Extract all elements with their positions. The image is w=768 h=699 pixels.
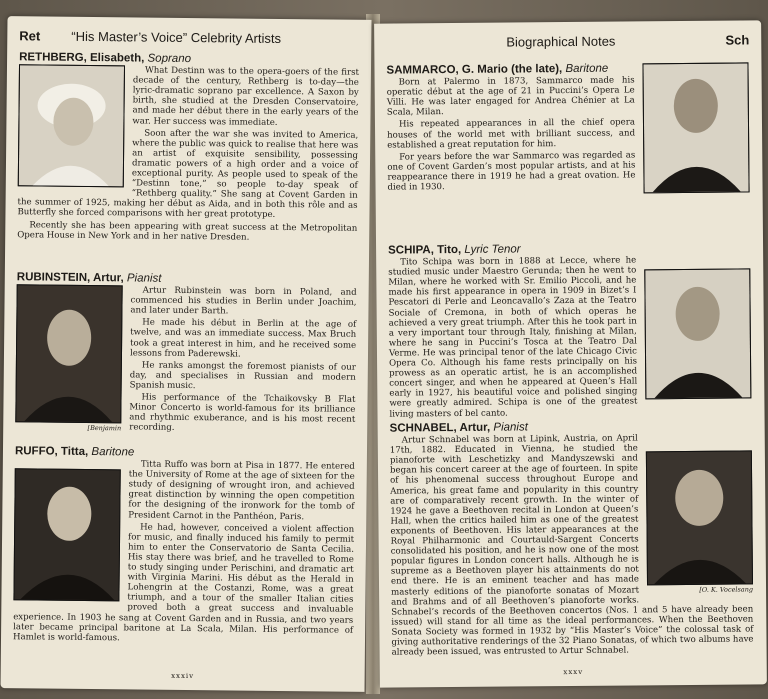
entry-heading	[15, 446, 355, 460]
portrait-photo	[642, 62, 749, 193]
artist-role: Baritone	[565, 62, 609, 76]
left-page	[0, 16, 371, 692]
entry-paragraph: Soon after the war she was invited to America, where the public was quick to realise that here was an artist of exquisite sensibility, possessing dramatic powers of a high order and a voice of exceptional purity. As people used to speak of the “Destinn tone,” so people to-day speak of “Rethberg quality.” She sang at Covent Garden in the summer of 1925, making her début as Aida, and in both this rôle and as Butterfly she forced comparisons with her great prototype.	[17, 128, 359, 221]
artist-role: Pianist	[493, 421, 528, 434]
entry-paragraph: He had, however, conceived a violent affection for music, and finally induced his family to permit him to enter the Conservatorio de Santa Cecilia. His stay there was brief, and he travelled to Rome to study singing under Perischini, and dramatic art with Virginia Marini. His début as the Herald in Lohengrin at the Costanzi, Rome, was a great triumph, and a tour of the smaller Italian cities proved both a great success and invaluable experience. In 1903 he sang at Covent Garden and in Russia, and two years later became principal baritone at La Scala, Milan. His performance of Hamlet is world-famous.	[12, 522, 355, 644]
portrait-photo	[646, 451, 753, 586]
photo-credit: [O. K. Vocelsang	[699, 585, 754, 594]
artist-role: Soprano	[147, 52, 192, 66]
entry-paragraph: His repeated appearances in all the chief opera houses of the world met with brilliant success, and established a great reputation for him.	[387, 117, 636, 151]
artist-entry-schnabel	[390, 420, 754, 659]
entry-heading	[388, 242, 750, 255]
running-head-tag: Sch	[725, 32, 750, 48]
portrait-photo	[15, 284, 122, 423]
running-head-tag: Ret	[19, 28, 41, 44]
entry-heading	[17, 272, 357, 286]
entry-paragraph: His performance of the Tchaikovsky B Flat Minor Concerto is world-famous for its brilliance and rhythmic exuberance, and is his most recent recording.	[129, 392, 356, 434]
photo-credit: [Benjamin	[87, 424, 122, 433]
portrait-photo	[13, 468, 120, 601]
entry-paragraph: Titta Ruffo was born at Pisa in 1877. He entered the University of Rome at the age of sixteen for the study of designing of wrought iron, and achieved great distinction by winning the open competition for the designing of the ironwork for the tomb of President Carnot in the Panthéon, Paris.	[128, 459, 355, 522]
artist-role: Lyric Tenor	[464, 243, 521, 256]
page-number: xxxv	[563, 667, 584, 677]
running-head-title: “His Master’s Voice” Celebrity Artists	[71, 28, 282, 46]
running-head-title: Biographical Notes	[506, 33, 616, 50]
entry-paragraph: Tito Schipa was born in 1888 at Lecce, where he studied music under Maestro Gerunda; then he went to Milan, where he worked with Sr. Emilio Piccoli, and he made his first appearance in opera in 1909 in Bizet’s I Pescatori di Perle and Leoncavallo’s Zaza at the Teatro Sociale of Cremona, in both of which operas he achieved a very great triumph. After this he took part in a very important tour through Italy, finishing at Milan, where he sang in Puccini’s Tosca at the Teatro Dal Verme. He was principal tenor of the late Chicago Civic Opera Co. Although his fame rests principally on his prowess as an operatic artist, he is an accomplished concert singer, and when he appeared at Queen’s Hall early in 1927, his beautiful voice and polished singing were greatly admired. Schipa is one of the greatest living masters of bel canto.	[388, 255, 638, 420]
entry-paragraph: Artur Rubinstein was born in Poland, and commenced his studies in Berlin under Joachim, and later under Barth.	[130, 285, 357, 317]
entry-paragraph: He ranks amongst the foremost pianists of our day, and specialises in Russian and modern Spanish music.	[129, 360, 356, 392]
photo-block	[646, 451, 753, 596]
artist-name: RETHBERG, Elisabeth,	[19, 51, 145, 65]
entry-paragraph: Recently she has been appearing with great success at the Metropolitan Opera House in New York and in her native Dresden.	[17, 219, 358, 243]
entry-paragraph: For years before the war Sammarco was regarded as one of Covent Garden’s most popular artists, and at his reappearance there in 1919 he had a great ovation. He died in 1930.	[387, 150, 636, 193]
artist-entry-rethberg	[17, 52, 359, 245]
running-head-left	[19, 28, 359, 47]
artist-role: Pianist	[126, 272, 162, 285]
entry-heading	[19, 52, 359, 66]
artist-entry-ruffo	[13, 446, 355, 647]
running-head-right	[386, 32, 750, 50]
artist-name: RUFFO, Titta,	[14, 445, 89, 458]
entry-paragraph: Born at Palermo in 1873, Sammarco made his operatic début at the age of 21 in Puccini’s Opera Le Villi. He was later engaged for Andrea Chénier at La Scala, Milan.	[386, 75, 635, 118]
entry-paragraph: What Destinn was to the opera-goers of the first decade of the century, Rethberg is to-day—the lyric-dramatic soprano par excellence. A Saxon by birth, she studied at the Dresden Conservatoire, and made her début there in the early years of the war. Her success was immediate.	[132, 65, 360, 128]
photo-block	[15, 284, 123, 433]
artist-name: SCHNABEL, Artur,	[389, 421, 491, 435]
artist-role: Baritone	[91, 446, 135, 459]
entry-paragraph: Artur Schnabel was born at Lipink, Austria, on April 17th, 1882. Educated in Vienna, he studied the pianoforte with Leschetizky and Mandyszewski and began his concert career at the age of fourteen. In spite of his phenomenal success throughout Europe and America, his great fame and popularity in this country are of comparatively recent growth. In the winter of 1924 he gave a Beethoven recital in London at Queen’s Hall, when the critics hailed him as one of the greatest exponents of Beethoven. His later appearances at the Royal Philharmonic and Courtauld-Sargent Concerts consolidated his position, and he is now one of the most popular figures in London concert halls. Although he is supreme as a Beethoven player his attainments do not end there. He is an eminent teacher and has made masterly editions of the pianoforte sonatas of Mozart and Brahms and of all Beethoven’s pianoforte works. Schnabel’s records of the Beethoven concertos (Nos. 1 and 5 have already been issued) will stand for all time as the ideal performances. When the Beethoven Sonata Society was formed in 1932 by “His Master’s Voice” the colossal task of giving authoritative renderings of the 32 Piano Sonatas, of which two albums have already been issued, was entrusted to Artur Schnabel.	[389, 433, 754, 658]
entry-heading	[390, 420, 752, 433]
portrait-photo	[18, 64, 125, 187]
artist-entry-schipa	[388, 242, 752, 421]
artist-entry-sammarco	[386, 62, 749, 198]
artist-name: RUBINSTEIN, Artur,	[16, 271, 124, 285]
portrait-photo	[644, 268, 751, 399]
artist-entry-rubinstein	[15, 272, 357, 437]
artist-name: SAMMARCO, G. Mario (the late),	[386, 63, 563, 77]
right-page	[374, 20, 767, 687]
entry-paragraph: He made his début in Berlin at the age of twelve, and was an immediate success. Max Bruch took a great interest in him, and he received some lessons from Paderewski.	[129, 317, 357, 360]
page-number: xxxiv	[171, 671, 195, 681]
artist-name: SCHIPA, Tito,	[388, 243, 462, 257]
